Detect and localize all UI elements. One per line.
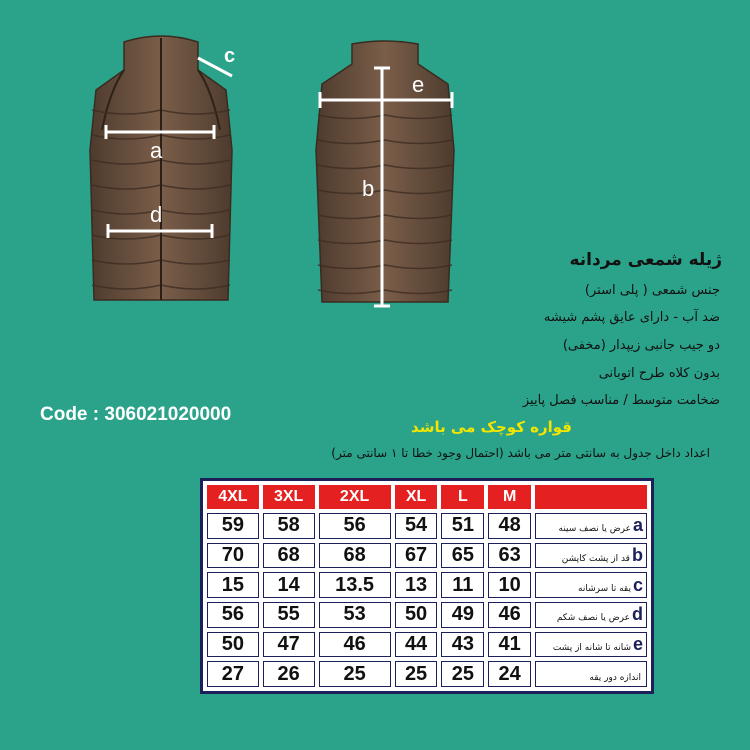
table-cell: 43 [441, 632, 484, 658]
table-cell: 13 [395, 572, 438, 598]
table-cell: 51 [441, 513, 484, 539]
table-cell: 68 [263, 543, 315, 569]
row-label [535, 602, 647, 628]
feature-thickness: ضخامت متوسط / مناسب فصل پاییز [522, 393, 720, 408]
row-letter: d [632, 604, 643, 625]
table-cell: 44 [395, 632, 438, 658]
row-letter: c [632, 574, 643, 595]
table-cell: 46 [319, 632, 391, 658]
row-letter: a [632, 515, 643, 536]
size-header-4xl: 4XL [207, 485, 259, 509]
vest-front-image [66, 0, 256, 310]
label-d: d [150, 202, 163, 227]
feature-waterproof: ضد آب - دارای عایق پشم شیشه [543, 310, 720, 325]
label-c: c [224, 45, 236, 67]
row-label [535, 632, 647, 658]
table-cell: 25 [319, 661, 391, 687]
row-letter: b [632, 544, 643, 565]
table-cell: 24 [488, 661, 531, 687]
size-header-2xl: 2XL [319, 485, 391, 509]
table-cell: 55 [263, 602, 315, 628]
table-cell: 54 [395, 513, 438, 539]
table-cell: 25 [395, 661, 438, 687]
table-cell: 59 [207, 513, 259, 539]
row-label-text: شانه تا شانه از پشت [552, 642, 631, 653]
table-cell: 68 [319, 543, 391, 569]
feature-pockets: دو جیب جانبی زیپدار (مخفی) [562, 338, 720, 353]
size-header-blank [535, 485, 647, 509]
row-label [535, 543, 647, 569]
feature-hood: بدون کلاه طرح اتوبانی [598, 366, 720, 381]
table-cell: 56 [319, 513, 391, 539]
size-header-m: M [488, 485, 531, 509]
table-cell: 14 [263, 572, 315, 598]
table-cell: 53 [319, 602, 391, 628]
size-warning: قواره کوچک می باشد [411, 418, 572, 436]
table-cell: 46 [488, 602, 531, 628]
table-cell: 11 [441, 572, 484, 598]
table-row [207, 632, 647, 658]
table-cell: 50 [395, 602, 438, 628]
size-header-row [207, 485, 647, 509]
table-cell: 58 [263, 513, 315, 539]
row-letter: e [632, 633, 643, 654]
row-label [535, 572, 647, 598]
label-a: a [150, 138, 163, 163]
table-cell: 15 [207, 572, 259, 598]
size-chart [200, 478, 654, 694]
row-label-text: قد از پشت کاپشن [561, 553, 630, 564]
size-header-l: L [441, 485, 484, 509]
table-cell: 67 [395, 543, 438, 569]
row-label-text: عرض یا نصف سینه [558, 524, 631, 535]
table-row [207, 661, 647, 687]
table-cell: 41 [488, 632, 531, 658]
measurement-note: اعداد داخل جدول به سانتی متر می باشد (احتمال وجود خطا تا ۱ سانتی متر) [331, 446, 710, 460]
size-header-3xl: 3XL [263, 485, 315, 509]
row-label-text: اندازه دور یقه [589, 672, 641, 683]
label-b: b [362, 176, 375, 201]
row-label [535, 513, 647, 539]
vest-back-image [300, 0, 470, 310]
table-cell: 10 [488, 572, 531, 598]
row-label-text: عرض یا نصف شکم [556, 613, 630, 624]
table-cell: 13.5 [319, 572, 391, 598]
feature-material: جنس شمعی ( پلی استر) [584, 283, 720, 298]
table-row [207, 513, 647, 539]
table-row [207, 572, 647, 598]
table-cell: 56 [207, 602, 259, 628]
table-cell: 50 [207, 632, 259, 658]
table-cell: 26 [263, 661, 315, 687]
table-cell: 48 [488, 513, 531, 539]
size-header-xl: XL [395, 485, 438, 509]
table-cell: 27 [207, 661, 259, 687]
table-cell: 70 [207, 543, 259, 569]
label-e: e [412, 72, 425, 97]
product-title: ژیله شمعی مردانه [569, 250, 722, 270]
table-row [207, 543, 647, 569]
row-label [535, 661, 647, 687]
table-cell: 49 [441, 602, 484, 628]
product-code: Code : 306021020000 [40, 404, 232, 425]
table-cell: 25 [441, 661, 484, 687]
table-cell: 65 [441, 543, 484, 569]
table-cell: 47 [263, 632, 315, 658]
table-row [207, 602, 647, 628]
table-cell: 63 [488, 543, 531, 569]
row-label-text: یقه تا سرشانه [578, 583, 631, 594]
